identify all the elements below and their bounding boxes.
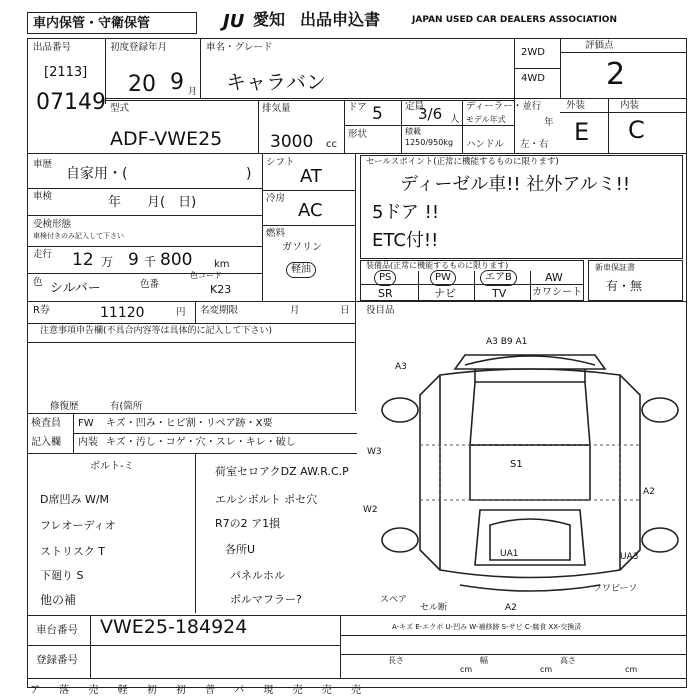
diag-mark-s1: S1 <box>510 459 523 470</box>
selling-point-2: 5ドア !! <box>372 202 440 223</box>
mileage-sen-unit: 千 <box>144 255 157 269</box>
shift-label: シフト <box>266 157 295 168</box>
repair-value: 有(箇所 <box>110 401 143 412</box>
reg-month: 9 <box>170 70 184 95</box>
note-right-3: R7の2 ア1損 <box>215 517 281 530</box>
receipt-label: 受検形態 <box>33 219 72 230</box>
note-right-5: パネルホル <box>230 569 285 582</box>
yen-unit: 円 <box>176 307 186 318</box>
equip-airbag: エアB <box>480 270 517 286</box>
interior-label: 内装 <box>620 100 640 111</box>
exterior-label: 外装 <box>566 100 586 111</box>
equip-tv: TV <box>492 287 507 300</box>
car-name: キャラバン <box>226 70 326 94</box>
equip-leather: カワシート <box>532 287 582 298</box>
equip-aw: AW <box>545 271 563 284</box>
car-damage-diagram <box>380 335 680 620</box>
recycle-amount: 11120 <box>100 305 145 321</box>
lot-no-label: 出品番号 <box>33 42 72 53</box>
model-value: ADF-VWE25 <box>110 128 223 150</box>
inspector-label: 検査員 <box>31 418 61 429</box>
note-left-1: ボルト-ミ <box>90 461 134 472</box>
cooler-value: AC <box>298 200 323 221</box>
interior-label-row: 内装 <box>78 437 98 448</box>
equip-pw: PW <box>430 270 456 286</box>
recycle-label: R券 <box>33 305 50 316</box>
exterior-grade: E <box>574 118 590 146</box>
mileage-rest: 9 <box>128 250 139 270</box>
cooler-label: 冷房 <box>266 193 286 204</box>
doors-label: ドア <box>348 102 367 113</box>
model-label: 型式 <box>110 103 130 114</box>
note-left-5: 下廻り S <box>40 569 84 582</box>
diag-spare: スペア <box>380 595 408 605</box>
load-value: 1250/950kg <box>405 138 454 147</box>
shift-value: AT <box>300 166 322 187</box>
handle-value: 左・右 <box>520 139 549 150</box>
equip-sr: SR <box>378 287 393 300</box>
fuel-label: 燃料 <box>266 228 286 239</box>
history-label: 車歴 <box>33 159 53 170</box>
receipt-note: 車検付きのみ記入して下さい <box>33 232 124 240</box>
mileage-km-unit: km <box>214 259 230 270</box>
note-right-2: エルシボルト ポセ穴 <box>215 493 318 506</box>
score-value: 2 <box>606 57 626 92</box>
diesel-circled: 軽油 <box>286 262 316 278</box>
color-label: 色 <box>33 277 43 288</box>
equip-navi: ナビ <box>434 287 456 300</box>
dimension-length: 長さ <box>388 656 404 665</box>
person-unit: 人 <box>450 114 460 125</box>
reg-no-label: 登録番号 <box>36 654 78 666</box>
reg-month-unit: 月 <box>188 87 198 97</box>
dimension-width: 幅 <box>480 656 488 665</box>
wd4-label: 4WD <box>521 73 545 84</box>
new-car-cert-label: 新車保証書 <box>595 263 635 272</box>
equip-ps: PS <box>374 270 396 286</box>
note-right-4: 各所U <box>225 543 256 556</box>
diag-mark-w3: W3 <box>367 447 382 457</box>
chassis-value: VWE25-184924 <box>100 616 248 638</box>
dim-cm-2: cm <box>540 665 553 674</box>
note-left-3: フレオーディオ <box>40 519 116 532</box>
dim-cm-3: cm <box>625 665 638 674</box>
reg-year: 20 <box>128 72 156 97</box>
color-value: シルバー <box>50 281 101 296</box>
org-name: 愛知 <box>253 10 286 29</box>
equipment-title: 装備品(正常に機能するものに限ります) <box>366 261 509 270</box>
diag-mark-top: A3 B9 A1 <box>486 337 528 347</box>
load-label: 積載 <box>405 127 421 136</box>
capacity-label: 定員 <box>405 101 425 112</box>
diag-mark-a3: A3 <box>395 362 407 372</box>
fw-items: キズ・凹み・ヒビ割・リペア跡・X要 <box>106 418 273 429</box>
mileage-man: 12 <box>72 250 94 270</box>
history-close: ) <box>246 166 252 182</box>
history-value: 自家用・( <box>66 166 128 182</box>
model-year-unit: 年 <box>544 117 554 128</box>
selling-point-1: ディーゼル車!! 社外アルミ!! <box>400 174 631 195</box>
capacity-value: 3/6 <box>418 105 443 123</box>
model-year-label: モデル年式 <box>466 115 506 124</box>
color-code-label: 色コード <box>190 271 222 280</box>
color-code-value: K23 <box>210 283 232 296</box>
new-car-cert-value: 有・無 <box>606 279 643 293</box>
inspection-label: 車検 <box>33 191 53 202</box>
note-left-6: 他の補 <box>40 593 77 607</box>
mileage-label: 走行 <box>33 249 53 260</box>
note-right-6: ボルマフラー? <box>230 593 302 606</box>
name-change-month: 月 <box>290 305 300 316</box>
damage-legend: A-キズ E-エクボ U-凹み W-補修跡 S-サビ C-腐食 XX-交換済 <box>392 623 582 631</box>
mileage-tail: 800 <box>160 250 193 270</box>
bottom-stamp-row: ア 落 売 軽 初 初 普 パ 現 売 売 売 <box>30 685 369 696</box>
fw-label: FW <box>78 418 94 429</box>
diag-mark-ua3: UA3 <box>620 552 639 562</box>
displacement-label: 排気量 <box>262 103 291 114</box>
storage-note: 車内保管・守衛保管 <box>33 16 151 31</box>
chassis-label: 車台番号 <box>36 624 78 636</box>
dealer-label: ディーラー・並行 <box>466 101 542 112</box>
diag-mark-ua1: UA1 <box>500 549 519 559</box>
selling-title: セールスポイント(正常に機能するものに限ります) <box>366 157 559 167</box>
gasoline-label: ガソリン <box>282 242 322 253</box>
dimension-height: 高さ <box>560 656 576 665</box>
association-name: JAPAN USED CAR DEALERS ASSOCIATION <box>412 15 617 25</box>
after-parts-label: 役目品 <box>366 305 395 316</box>
car-name-label: 車名・グレード <box>206 42 273 53</box>
diag-mark-w2: W2 <box>363 505 378 515</box>
lot-sub: [2113] <box>44 65 88 80</box>
diag-mark-a2-right: A2 <box>643 487 655 497</box>
lot-number: 07149 <box>36 90 106 115</box>
wd2-label: 2WD <box>521 47 545 58</box>
interior-grade: C <box>628 116 645 144</box>
repair-label: 修復歴 <box>50 401 79 412</box>
diag-mark-wiper: フワビーソ <box>593 584 638 594</box>
color-no-label: 色番 <box>140 279 160 290</box>
shape-label: 形状 <box>348 129 368 140</box>
handle-label: ハンドル <box>466 139 505 150</box>
ju-logo: JU <box>223 11 245 32</box>
first-reg-label: 初度登録年月 <box>110 42 168 53</box>
form-title: 出品申込書 <box>300 10 381 29</box>
inspection-value: 年 月( 日) <box>108 195 197 210</box>
selling-point-3: ETC付!! <box>372 230 439 251</box>
mileage-man-unit: 万 <box>101 255 114 269</box>
diag-mark-rear: セル断 <box>420 603 448 613</box>
displacement-value: 3000 <box>270 132 314 152</box>
dim-cm-1: cm <box>460 665 473 674</box>
entry-label: 記入欄 <box>31 437 61 448</box>
name-change-day: 日 <box>340 305 350 316</box>
cc-unit: cc <box>326 139 337 150</box>
note-left-4: ストリスク T <box>40 545 105 558</box>
interior-items: キズ・汚し・コゲ・穴・スレ・キレ・破し <box>106 437 296 448</box>
notes-title: 注意事項申告欄(不具合内容等は具体的に記入して下さい) <box>40 326 273 336</box>
diag-mark-a2-bottom: A2 <box>505 603 517 613</box>
note-right-1: 荷室セロアクDZ AW.R.C.P <box>215 465 349 478</box>
doors-value: 5 <box>372 104 383 124</box>
name-change-label: 名変期限 <box>200 305 239 316</box>
note-left-2: D席凹み W/M <box>40 493 110 506</box>
score-label: 評価点 <box>585 40 614 51</box>
